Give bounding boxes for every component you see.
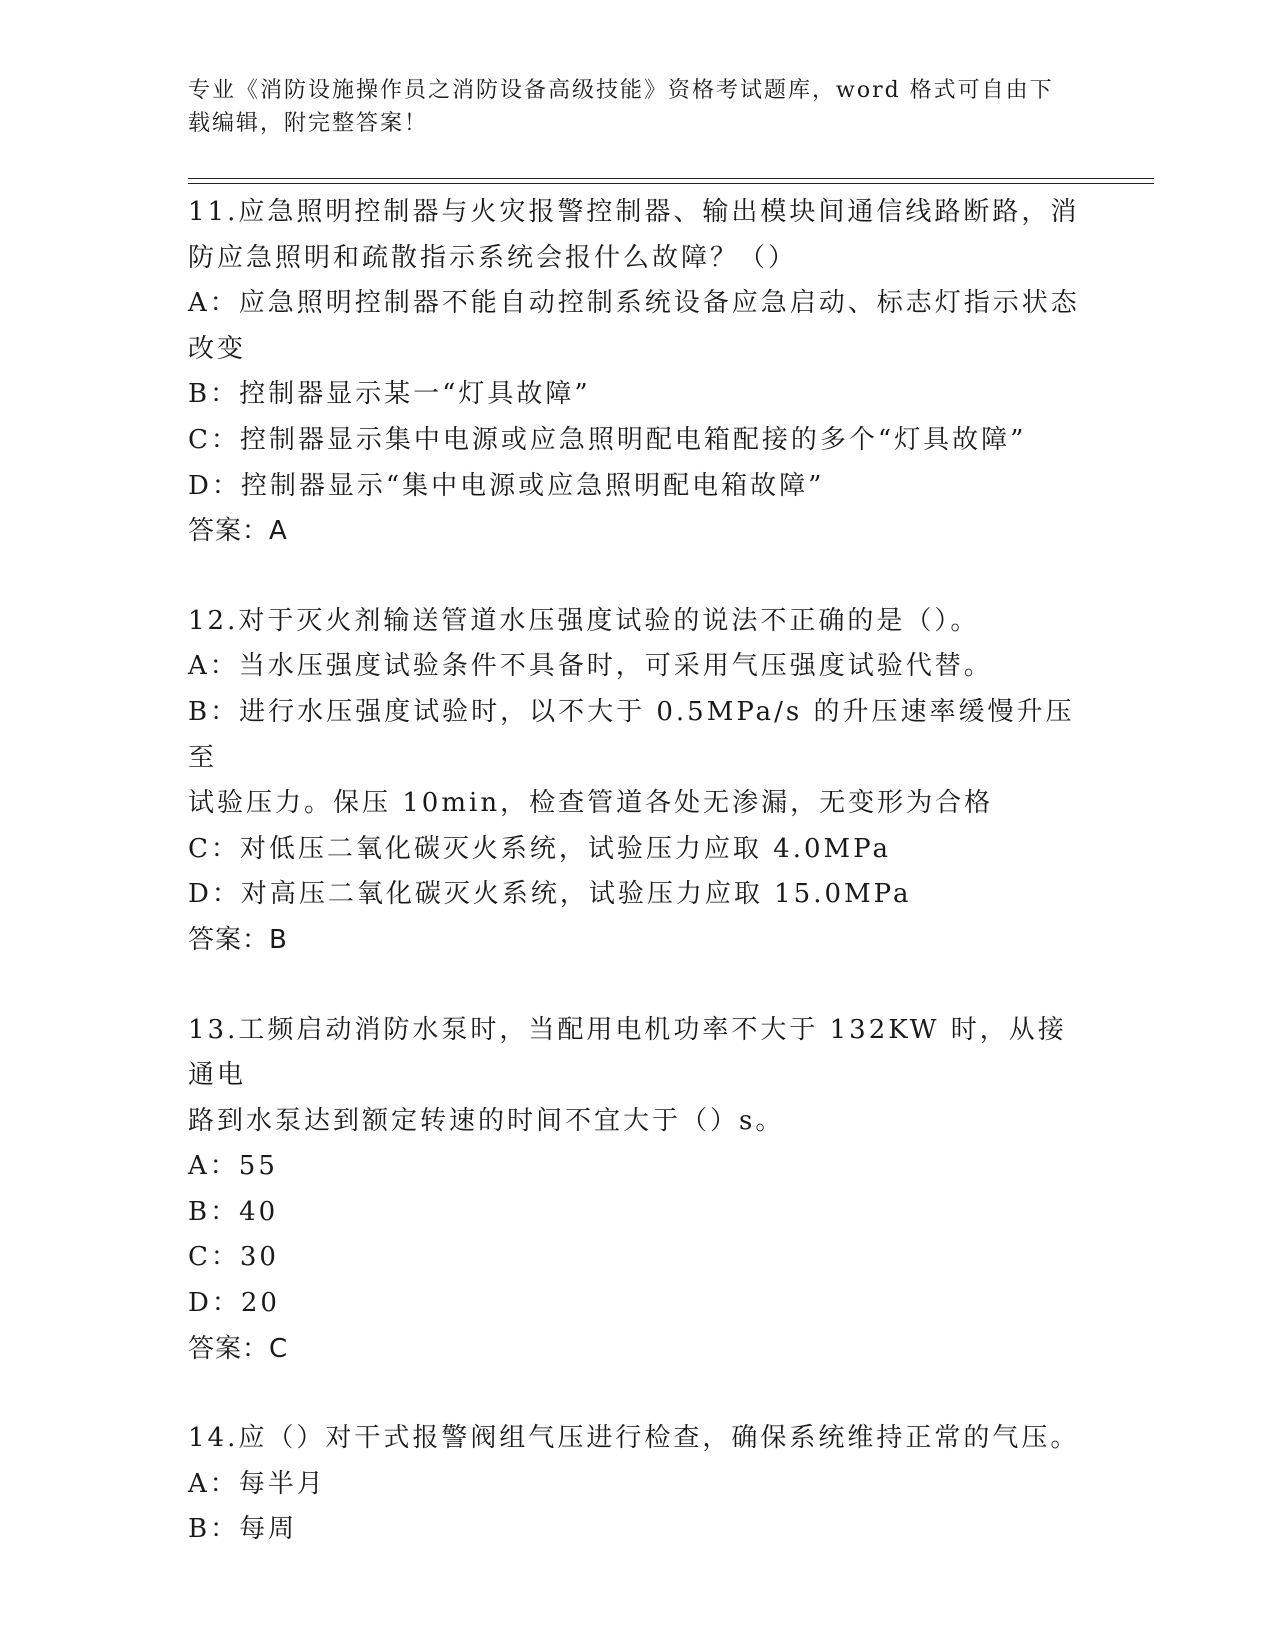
option-line: A：应急照明控制器不能自动控制系统设备应急启动、标志灯指示状态: [188, 288, 1080, 319]
question-text-line: 12.对于灭火剂输送管道水压强度试验的说法不正确的是（）。: [188, 605, 980, 636]
option-line: D：20: [188, 1288, 280, 1319]
header-divider-top: [188, 178, 1154, 179]
option-line: B：控制器显示某一“灯具故障”: [188, 379, 591, 410]
answer-line: 答案：A: [188, 516, 288, 547]
question-block: [188, 1008, 1088, 1373]
header-divider-bottom: [188, 183, 1154, 184]
question-block: [188, 1416, 1088, 1553]
option-line: C：30: [188, 1242, 279, 1273]
question-text-line: 防应急照明和疏散指示系统会报什么故障？（）: [188, 242, 798, 273]
option-line: A：当水压强度试验条件不具备时，可采用气压强度试验代替。: [188, 651, 993, 682]
answer-line: 答案：C: [188, 1333, 289, 1364]
question-text-line: 13.工频启动消防水泵时，当配用电机功率不大于 132KW 时，从接通电: [188, 1014, 1067, 1091]
option-line: A：每半月: [188, 1468, 326, 1499]
question-text-line: 路到水泵达到额定转速的时间不宜大于（）s。: [188, 1105, 785, 1136]
option-line: B：每周: [188, 1514, 298, 1545]
question-list: [188, 190, 1088, 1597]
header-line-1: 专业《消防设施操作员之消防设备高级技能》资格考试题库，word 格式可自由下: [188, 78, 1054, 103]
option-line: 改变: [188, 333, 247, 364]
option-line: C：对低压二氧化碳灭火系统，试验压力应取 4.0MPa: [188, 833, 891, 864]
option-line: D：对高压二氧化碳灭火系统，试验压力应取 15.0MPa: [188, 879, 912, 910]
question-text-line: 11.应急照明控制器与火灾报警控制器、输出模块间通信线路断路，消: [188, 197, 1080, 227]
option-line: B：40: [188, 1196, 279, 1227]
option-line: 试验压力。保压 10min，检查管道各处无渗漏，无变形为合格: [188, 788, 994, 819]
question-text-line: 14.应（）对干式报警阀组气压进行检查，确保系统维持正常的气压。: [188, 1423, 1080, 1454]
option-line: B：进行水压强度试验时，以不大于 0.5MPa/s 的升压速率缓慢升压至: [188, 696, 1075, 773]
header-line-2: 载编辑，附完整答案！: [188, 111, 429, 136]
document-header: [188, 74, 1088, 140]
option-line: A：55: [188, 1151, 278, 1182]
answer-line: 答案：B: [188, 924, 288, 955]
question-block: [188, 599, 1088, 964]
option-line: D：控制器显示“集中电源或应急照明配电箱故障”: [188, 470, 825, 501]
option-line: C：控制器显示集中电源或应急照明配电箱配接的多个“灯具故障”: [188, 424, 1027, 455]
question-block: [188, 190, 1088, 555]
